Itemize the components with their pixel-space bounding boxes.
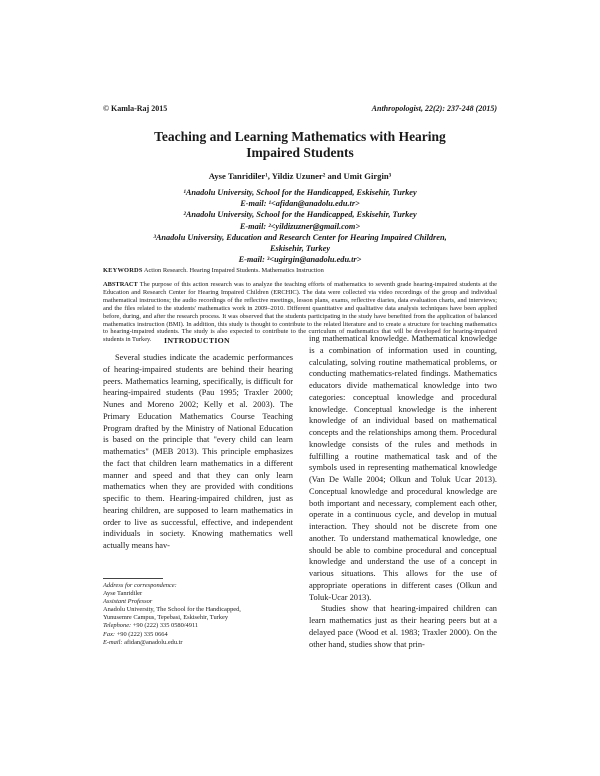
copyright-header: © Kamla-Raj 2015 <box>103 104 168 113</box>
affiliation-line: ²Anadolu University, School for the Handicapped, Eskisehir, Turkey <box>183 210 417 220</box>
correspondence-telephone <box>103 622 293 630</box>
telephone-value: +90 (222) 335 0580/4911 <box>132 622 199 630</box>
intro-paragraph: ing mathematical knowledge. Mathematical knowledge is a combination of information used in counting, calculating, solving routine mathematical problems, or conducting mathematics-related findings. Mathematics educators divide mathematical knowledge into two categories: conceptual knowledge and procedural knowledge. Conceptual knowledge is the inherent knowledge of an individual based on mathematical concepts and the relationships among them. Procedural knowledge consists of the rules and methods in fulfilling a routine mathematical task and of the symbols used in representing mathematical knowledge (Van De Walle 2004; Olkun and Toluk Ucar 2013). Conceptual knowledge and procedural knowledge are both important and necessary, complement each other, operate in a continuous cycle, and develop in mutual interaction. They should not be discrete from one another. To understand mathematical knowledge, one should be able to combine procedural and conceptual knowledge and understand the use of a concept in various situations. This allows for the use of appropriate operations in different cases (Olkun and Toluk-Ucar 2013). <box>309 334 497 602</box>
body-column-left <box>103 352 293 552</box>
keywords-label: KEYWORDS <box>103 267 143 274</box>
correspondence-address: Anadolu University, The School for the Handicapped, <box>103 606 241 614</box>
authors-line: Ayse Tanridiler¹, Yildiz Uzuner² and Umit Girgin³ <box>208 171 392 181</box>
keywords-text: Action Research. Hearing Impaired Students. Mathematics Instruction <box>143 267 324 274</box>
intro-paragraph: Several studies indicate the academic performances of hearing-impaired students are behind their hearing peers. Mathematics learning, specifically, is difficult for hearing-impaired students (Pau 1995; Traxler 2000; Nunes and Moreno 2002; Kelly et al. 2003). The Primary Education Mathematics Course Teaching Program drafted by the Ministry of National Education is based on the principle that "every child can learn mathematics" (MEB 2013). This principle emphasizes the fact that children learn mathematics in a different manner and speed and that they can only learn mathematics when they are provided with conditions specific to them. Hearing-impaired children, just as hearing children, are supposed to learn mathematics in order to live as successful, effective, and independent individuals in society. Knowing mathematics well actually means hav- <box>103 353 293 550</box>
body-column-right <box>309 333 497 650</box>
correspondence-email <box>103 639 293 647</box>
email-value[interactable]: afidan@anadolu.edu.tr <box>124 638 183 646</box>
abstract-text: The purpose of this action research was to analyze the teaching efforts of mathematics to seventh grade hearing-impaired students at the Education and Research Center for Hearing Impaired Children (ERCHIC). The data were collected via video recordings of the group and individual mathematical instructions; the audio recordings of the reflective meetings, lesson plans, exams, reflective diaries, data evaluation charts, and interviews; and the files related to the students' mathematics work in 2009–2010. Different quantitative and qualitative data analysis techniques have been applied before, during, and after the research process. It was observed that the students participating in the study have benefited from the application of balanced mathematics instruction (BMI). In addition, this study is thought to contribute to the related literature and to create a structure for teaching mathematics to hearing-impaired students. The study is also expected to contribute to the curriculum of mathematics that will be developed for hearing-impaired students in Turkey. <box>103 281 497 344</box>
fax-label: Fax: <box>103 630 116 638</box>
affiliation-line: E-mail: ²<yildizuzner@gmail.com> <box>239 221 361 231</box>
journal-citation-header: Anthropologist, 22(2): 237-248 (2015) <box>371 104 497 113</box>
introduction-heading: INTRODUCTION <box>164 336 230 345</box>
correspondence-address: Yunusemre Campus, Tepebasi, Eskisehir, Turkey <box>103 614 229 622</box>
email-label: E-mail: <box>103 638 123 646</box>
abstract-label: ABSTRACT <box>103 281 138 288</box>
correspondence-name: Ayse Tanridiler <box>103 590 143 598</box>
title-line-2: Impaired Students <box>246 145 354 160</box>
paper-title <box>103 129 497 161</box>
affiliation-line: ³Anadolu University, Education and Research Center for Hearing Impaired Children, <box>153 232 447 242</box>
footnote-divider <box>103 578 163 579</box>
telephone-label: Telephone: <box>103 622 132 630</box>
affiliation-line: E-mail: ³<ugirgin@anadolu.edu.tr> <box>238 255 362 265</box>
title-line-1: Teaching and Learning Mathematics with Hearing <box>154 129 446 144</box>
keywords <box>103 267 497 274</box>
intro-paragraph: Studies show that hearing-impaired children can learn mathematics just as their hearing peers but at a delayed pace (Wood et al. 1983; Traxler 2000). On the other hand, studies show that prin- <box>309 604 497 649</box>
affiliation-line: ¹Anadolu University, School for the Handicapped, Eskisehir, Turkey <box>183 188 417 197</box>
correspondence-label: Address for correspondence: <box>103 582 177 589</box>
affiliation-line: Eskisehir, Turkey <box>269 244 331 254</box>
affiliation-line: E-mail: ¹<afidan@anadolu.edu.tr> <box>240 199 360 209</box>
correspondence-block <box>103 582 293 647</box>
affiliations <box>103 187 497 265</box>
correspondence-fax <box>103 631 293 639</box>
fax-value: +90 (222) 335 0664 <box>116 630 168 638</box>
correspondence-position: Assistant Professor <box>103 598 153 606</box>
